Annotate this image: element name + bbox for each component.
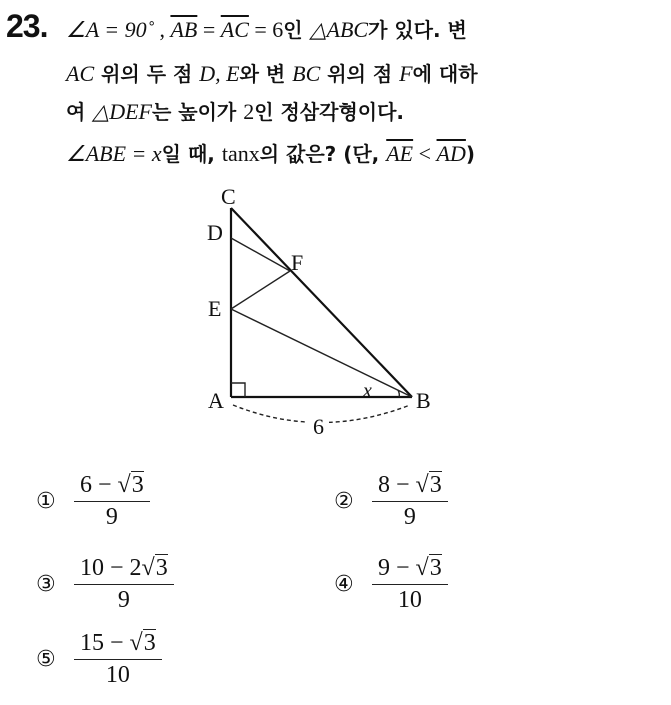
choice-3-denominator: 9 bbox=[117, 587, 130, 613]
choice-3-radicand: 3 bbox=[155, 555, 168, 581]
choice-1-fraction bbox=[74, 472, 150, 531]
segment-ab: $\overline{AB}$ bbox=[170, 17, 198, 42]
segment-eb-line bbox=[231, 309, 412, 397]
choice-2-fraction bbox=[372, 472, 448, 531]
choice-5[interactable] bbox=[36, 630, 162, 689]
label-b: B bbox=[416, 388, 431, 413]
choice-3-fraction bbox=[74, 555, 174, 614]
text-value: 의 값은? (단, bbox=[259, 142, 387, 166]
angle-a: ∠A = 90˚ bbox=[66, 17, 154, 42]
choice-4-denominator: 10 bbox=[397, 587, 422, 613]
segment-ac: $\overline{AC}$ bbox=[220, 17, 249, 42]
triangle-abc: △ABC bbox=[309, 17, 369, 42]
text-height: 는 높이가 bbox=[151, 100, 244, 124]
segment-ef-line bbox=[231, 271, 290, 309]
choice-2-numerator bbox=[372, 472, 448, 502]
label-x: x bbox=[363, 380, 372, 402]
points-d-e: D, E bbox=[199, 61, 240, 86]
sqrt-symbol: √ bbox=[415, 472, 429, 498]
choice-2-denominator: 9 bbox=[403, 504, 416, 530]
choice-3-num-a: 10 − 2 bbox=[80, 555, 142, 581]
label-d: D bbox=[207, 220, 223, 245]
text-ga: 가 있다. 변 bbox=[368, 18, 467, 42]
choice-1-numerator bbox=[74, 472, 150, 502]
text-yeo: 여 bbox=[66, 100, 93, 124]
choice-1-marker: ① bbox=[36, 489, 56, 514]
text-when: 일 때, bbox=[161, 142, 222, 166]
close-paren: ) bbox=[465, 142, 476, 166]
label-f: F bbox=[291, 250, 304, 275]
choice-5-numerator bbox=[74, 630, 162, 660]
choice-2-num-a: 8 − bbox=[378, 472, 416, 498]
choice-5-num-a: 15 − bbox=[80, 630, 130, 656]
choice-5-marker: ⑤ bbox=[36, 647, 56, 672]
choice-2-marker: ② bbox=[334, 489, 354, 514]
choice-4-marker: ④ bbox=[334, 572, 354, 597]
point-f: F bbox=[399, 61, 413, 86]
text-about: 에 대하 bbox=[412, 62, 478, 86]
tan-x: tanx bbox=[221, 141, 260, 166]
label-e: E bbox=[208, 296, 222, 321]
problem-line-1 bbox=[66, 14, 467, 43]
sqrt-symbol: √ bbox=[117, 472, 131, 498]
choice-5-fraction bbox=[74, 630, 162, 689]
segment-ae: $\overline{AE}$ bbox=[386, 141, 414, 166]
problem-line-4 bbox=[66, 138, 475, 167]
label-c: C bbox=[221, 184, 236, 209]
height-value: 2 bbox=[243, 99, 255, 124]
less-than: < bbox=[413, 141, 437, 166]
text-point-on: 위의 점 bbox=[320, 62, 400, 86]
text-side: 와 변 bbox=[239, 62, 293, 86]
problem-number: 23. bbox=[6, 8, 48, 44]
choice-5-radicand: 3 bbox=[143, 630, 156, 656]
equals-1: = bbox=[197, 17, 221, 42]
problem-line-2 bbox=[66, 58, 478, 87]
choice-3-numerator bbox=[74, 555, 174, 585]
problem-line-3 bbox=[66, 96, 404, 125]
sqrt-symbol: √ bbox=[141, 555, 155, 581]
side-ac: AC bbox=[66, 61, 95, 86]
choice-4-fraction bbox=[372, 555, 448, 614]
choice-5-denominator: 10 bbox=[105, 662, 130, 688]
side-bc: BC bbox=[292, 61, 321, 86]
sqrt-symbol: √ bbox=[415, 555, 429, 581]
equals-6: = 6 bbox=[248, 17, 284, 42]
choice-1-num-a: 6 − bbox=[80, 472, 118, 498]
choice-3[interactable] bbox=[36, 555, 174, 614]
choice-2-radicand: 3 bbox=[429, 472, 442, 498]
label-a: A bbox=[208, 388, 224, 413]
choice-4[interactable] bbox=[334, 555, 448, 614]
triangle-def: △DEF bbox=[92, 99, 152, 124]
choice-2[interactable] bbox=[334, 472, 448, 531]
angle-abe: ∠ABE = x bbox=[66, 141, 162, 166]
text-in: 인 bbox=[283, 18, 310, 42]
sqrt-symbol: √ bbox=[129, 630, 143, 656]
label-six: 6 bbox=[313, 414, 324, 439]
segment-ad: $\overline{AD}$ bbox=[436, 141, 466, 166]
triangle-figure bbox=[190, 180, 440, 440]
text-two-points: 위의 두 점 bbox=[94, 62, 200, 86]
choice-4-numerator bbox=[372, 555, 448, 585]
segment-df-line bbox=[231, 238, 290, 271]
choice-4-num-a: 9 − bbox=[378, 555, 416, 581]
choice-1-radicand: 3 bbox=[131, 472, 144, 498]
text-equilateral: 인 정삼각형이다. bbox=[254, 100, 405, 124]
choice-4-radicand: 3 bbox=[429, 555, 442, 581]
choice-3-marker: ③ bbox=[36, 572, 56, 597]
choice-1[interactable] bbox=[36, 472, 150, 531]
right-angle-mark bbox=[231, 383, 245, 397]
comma: , bbox=[153, 17, 171, 42]
hypotenuse-bc-line bbox=[231, 208, 412, 397]
choice-1-denominator: 9 bbox=[105, 504, 118, 530]
